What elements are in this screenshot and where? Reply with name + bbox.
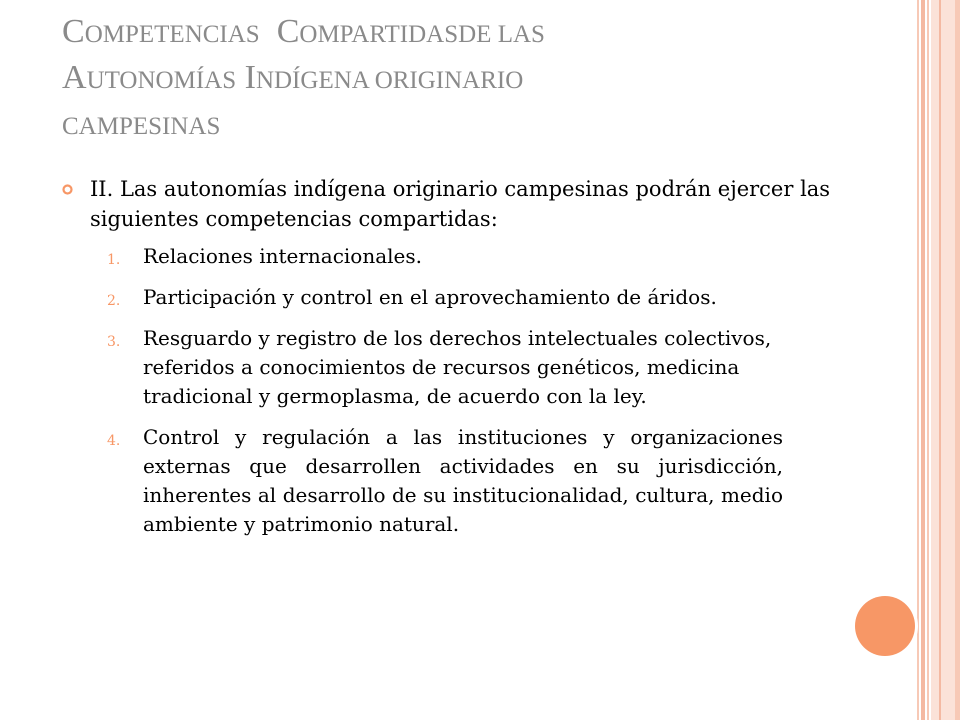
decor-stripe bbox=[917, 0, 919, 720]
list-item-text: Relaciones internacionales. bbox=[143, 244, 423, 268]
list-number: 3. bbox=[107, 334, 121, 350]
list-item-text: Control y regulación a las instituciones y organizaciones externas que desarrollen actividades en su jurisdicción, inherentes al desarrollo de su institucionalidad, cultura, medio ambiente y patrimonio natural. bbox=[143, 425, 783, 536]
list-number: 1. bbox=[107, 252, 121, 268]
list-item bbox=[62, 324, 842, 411]
intro-text: II. Las autonomías indígena originario campesinas podrán ejercer las siguientes competencias compartidas: bbox=[90, 177, 831, 231]
slide-title: COMPETENCIAS COMPARTIDASDE LAS AUTONOMÍAS INDÍGENA ORIGINARIO CAMPESINAS bbox=[62, 13, 545, 140]
bullet-icon bbox=[62, 184, 73, 195]
decor-stripe bbox=[921, 0, 925, 720]
list-item-text: Resguardo y registro de los derechos intelectuales colectivos, referidos a conocimientos de recursos genéticos, medicina tradicional y germoplasma, de acuerdo con la ley. bbox=[143, 326, 772, 408]
decor-stripe bbox=[931, 0, 939, 720]
slide-body bbox=[62, 174, 842, 551]
list-item-text: Participación y control en el aprovechamiento de áridos. bbox=[143, 285, 717, 309]
decor-stripe bbox=[955, 0, 960, 720]
competencies-list bbox=[62, 242, 842, 539]
list-item bbox=[62, 242, 842, 271]
list-item bbox=[62, 283, 842, 312]
decor-stripe bbox=[927, 0, 929, 720]
list-item bbox=[62, 423, 783, 539]
decor-circle-icon bbox=[855, 596, 915, 656]
decor-stripe bbox=[941, 0, 955, 720]
intro-paragraph bbox=[62, 174, 842, 234]
list-number: 4. bbox=[107, 433, 121, 449]
list-number: 2. bbox=[107, 293, 121, 309]
